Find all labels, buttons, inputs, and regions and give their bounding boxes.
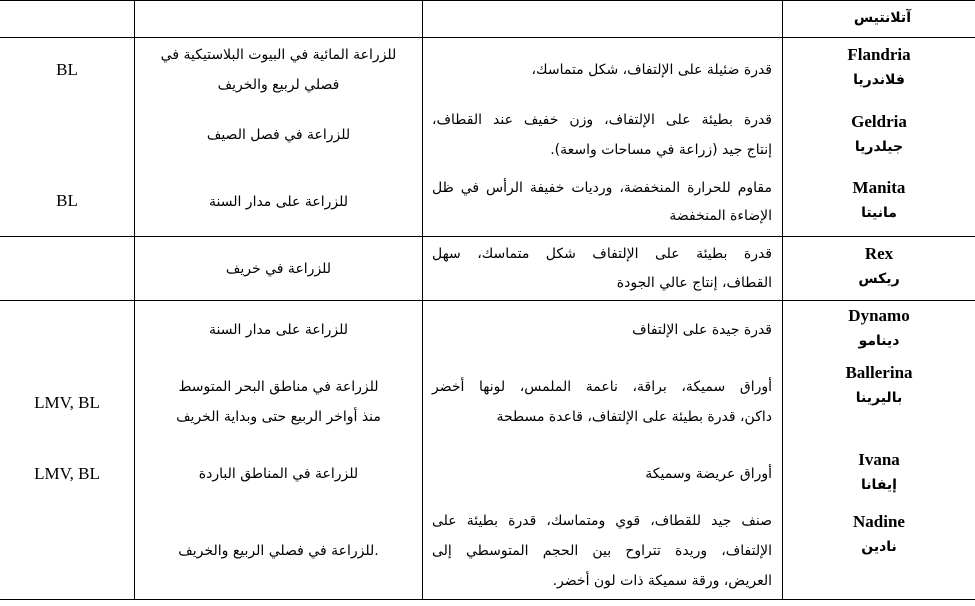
variety-name-en: Geldria xyxy=(851,112,907,131)
variety-name-ar: إيفانا xyxy=(861,477,897,493)
variety-use: للزراعة في مناطق البحر المتوسط xyxy=(178,379,379,395)
resistance-code: LMV, BL xyxy=(34,393,100,412)
column-divider xyxy=(422,0,423,600)
variety-traits: العريض، ورقة سميكة ذات لون أخضر. xyxy=(552,573,772,589)
variety-name-ar: باليرينا xyxy=(855,390,903,406)
variety-traits: صنف جيد للقطاف، قوي ومتماسك، قدرة بطيئة على xyxy=(432,513,772,529)
row-divider xyxy=(0,300,975,301)
variety-name-ar: دينامو xyxy=(858,333,900,349)
resistance-code: LMV, BL xyxy=(34,464,100,483)
variety-use: للزراعة المائية في البيوت البلاستيكية في xyxy=(160,47,397,63)
variety-name-en: Nadine xyxy=(853,512,905,531)
variety-name-ar: ريكس xyxy=(858,271,900,287)
variety-traits: قدرة بطيئة على الإلتفاف شكل متماسك، سهل xyxy=(432,246,772,262)
header-cell-text: آتلانتيس xyxy=(853,10,911,26)
column-divider xyxy=(782,0,783,600)
variety-use: للزراعة على مدار السنة xyxy=(208,194,348,210)
resistance-code: BL xyxy=(56,191,78,210)
variety-use: للزراعة في خريف xyxy=(225,261,332,277)
variety-name-ar: مانيتا xyxy=(861,205,897,221)
variety-traits: الإلتفاف، وريدة تتراوح بين الحجم المتوسطي إلى xyxy=(432,543,772,559)
variety-name-en: Manita xyxy=(852,178,906,197)
row-divider xyxy=(0,236,975,237)
variety-traits: الإضاءة المنخفضة xyxy=(669,208,772,224)
variety-use: منذ أواخر الربيع حتى وبداية الخريف xyxy=(176,409,381,425)
variety-traits: أوراق عريضة وسميكة xyxy=(645,466,772,482)
variety-traits: أوراق سميكة، براقة، ناعمة الملمس، لونها أخضر xyxy=(432,379,772,395)
variety-name-en: Ballerina xyxy=(845,363,913,382)
variety-traits: إنتاج جيد (زراعة في مساحات واسعة). xyxy=(550,142,772,158)
variety-use: للزراعة في فصلي الربيع والخريف. xyxy=(178,543,379,559)
variety-use: للزراعة في المناطق الباردة xyxy=(198,466,359,482)
variety-name-ar: نادين xyxy=(861,539,897,555)
variety-name-en: Ivana xyxy=(858,450,900,469)
variety-use: للزراعة في فصل الصيف xyxy=(206,127,351,143)
variety-name-en: Dynamo xyxy=(848,306,910,325)
row-divider xyxy=(0,37,975,38)
variety-traits: داكن، قدرة بطيئة على الإلتفاف، قاعدة مسطحة xyxy=(496,409,772,425)
variety-traits: قدرة بطيئة على الإلتفاف، وزن خفيف عند القطاف، xyxy=(432,112,772,128)
variety-name-en: Rex xyxy=(864,244,894,263)
resistance-code: BL xyxy=(56,60,78,79)
variety-traits: قدرة جيدة على الإلتفاف xyxy=(632,322,772,338)
variety-use: للزراعة على مدار السنة xyxy=(208,322,348,338)
variety-traits: قدرة ضئيلة على الإلتفاف، شكل متماسك، xyxy=(531,62,772,78)
variety-use: فصلي لربيع والخريف xyxy=(217,77,340,93)
variety-traits: مقاوم للحرارة المنخفضة، ورديات خفيفة الرأس في ظل xyxy=(432,180,772,196)
variety-name-ar: جيلدريا xyxy=(854,139,904,155)
variety-traits: القطاف، إنتاج عالي الجودة xyxy=(616,275,772,291)
row-divider xyxy=(0,599,975,600)
table-top-border xyxy=(0,0,975,1)
variety-name-ar: فلاندريا xyxy=(853,72,905,88)
variety-name-en: Flandria xyxy=(847,45,911,64)
